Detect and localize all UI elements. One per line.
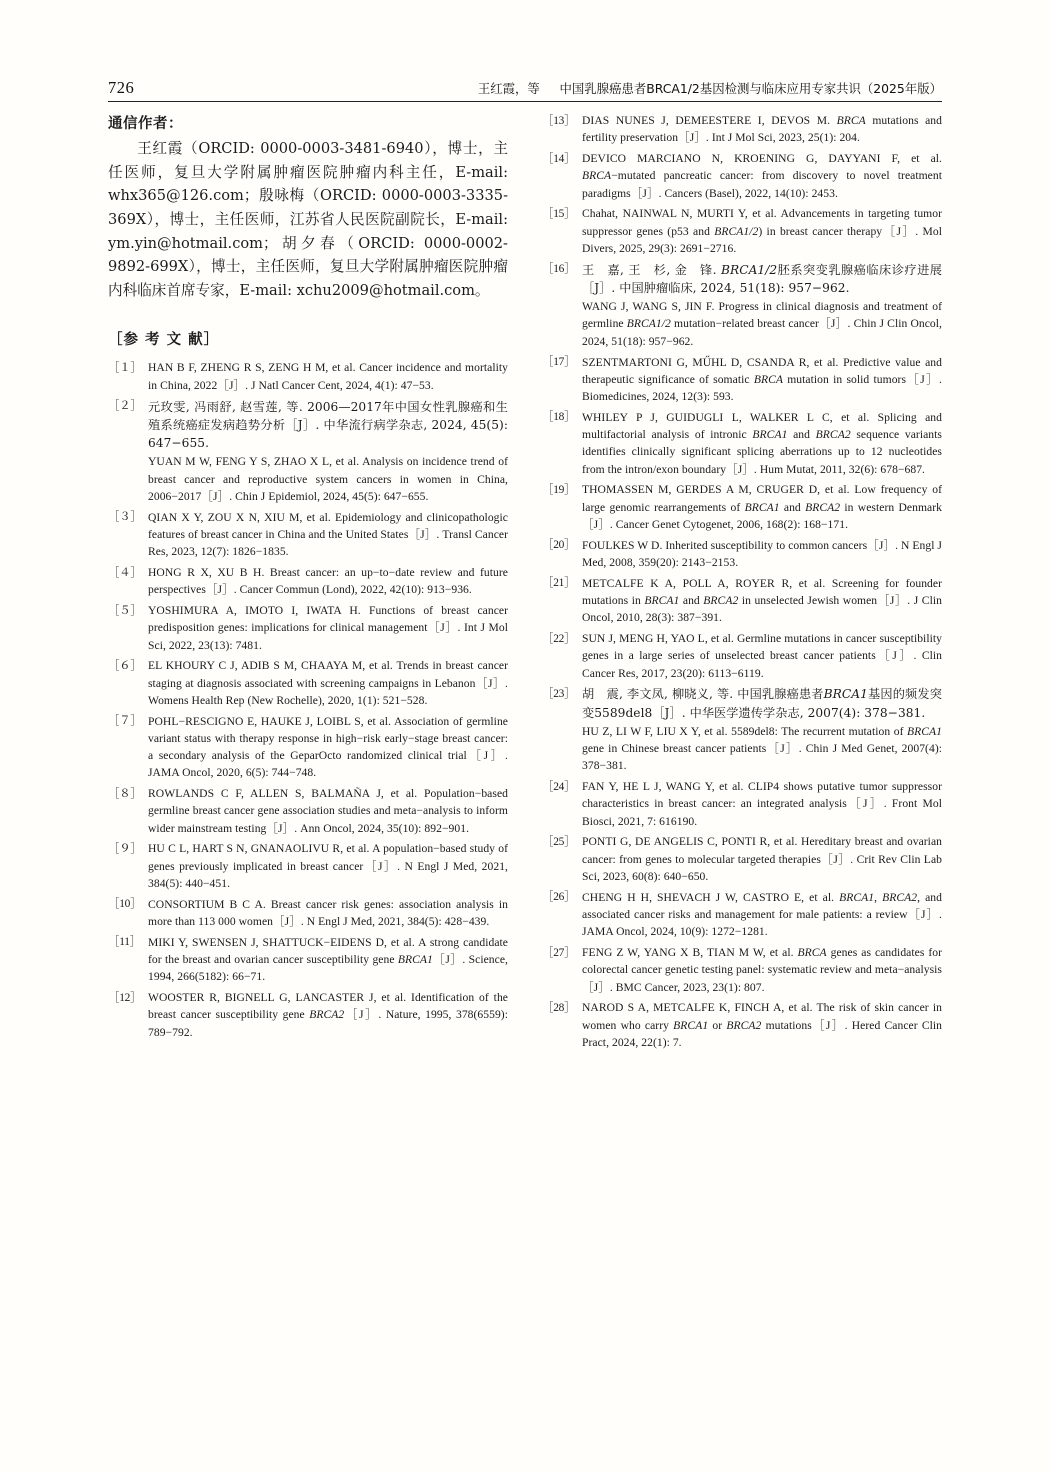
reference-text: FENG Z W, YANG X B, TIAN M W, et al. BRCA genes as candidates for colorectal cancer genetic testing panel: systematic review and meta−analysis［J］. BMC Cancer, 2023, 23(1): 807.: [582, 946, 943, 994]
reference-number: ［25］: [542, 835, 576, 848]
reference-entry: [108, 934, 508, 986]
reference-text: EL KHOURY C J, ADIB S M, CHAAYA M, et al. Trends in breast cancer staging at diagnosis associated with screening campaigns in Lebanon［J］. Womens Health Rep (New Rochelle), 2020, 1(1): 521−528.: [148, 659, 508, 707]
reference-entry: [108, 840, 508, 892]
reference-text: Chahat, NAINWAL N, MURTI Y, et al. Advancements in targeting tumor suppressor genes (p53 and BRCA1/2) in breast cancer therapy［J］. Mol Divers, 2025, 29(3): 2691−2716.: [582, 207, 943, 255]
reference-number: ［23］: [542, 687, 576, 700]
references-heading: ［参 考 文 献］: [108, 332, 220, 349]
running-title-authors: 王红霞，等: [477, 81, 540, 96]
reference-entry: [542, 889, 942, 941]
reference-text: 元玫雯, 冯雨舒, 赵雪莲, 等. 2006—2017年中国女性乳腺癌和生殖系统癌症发病趋势分析［J］. 中华流行病学杂志, 2024, 45(5): 647−655. YUAN M W, FENG Y S, ZHAO X L, et al. Analysis on incidence trend of breast cancer and reproductive system cancers in women in China, 2006−2017［J］. Chin J Epidemiol, 2024, 45(5): 647−655.: [148, 398, 508, 506]
reference-text-translation: HU Z, LI W F, LIU X Y, et al. 5589del8: The recurrent mutation of BRCA1 gene in Chinese breast cancer patients［J］. Chin J Med Genet, 2007(4): 378−381.: [582, 724, 942, 773]
reference-entry: [542, 261, 942, 350]
references-list-right: [542, 112, 942, 1051]
reference-entry: [542, 685, 942, 774]
reference-text: SZENTMARTONI G, MŰHL D, CSANDA R, et al. Predictive value and therapeutic significance of somatic BRCA mutation in solid tumors［J］. Biomedicines, 2024, 12(3): 593.: [582, 355, 942, 404]
reference-entry: [108, 657, 508, 709]
reference-number: ［４］: [108, 566, 142, 579]
reference-entry: [542, 205, 942, 257]
reference-number: ［12］: [108, 991, 142, 1004]
reference-text: CHENG H H, SHEVACH J W, CASTRO E, et al. BRCA1, BRCA2, and associated cancer risks and management for male patients: a review［J］. JAMA Oncol, 2024, 10(9): 1272−1281.: [582, 890, 942, 939]
reference-entry: [542, 778, 942, 830]
reference-text: METCALFE K A, POLL A, ROYER R, et al. Screening for founder mutations in BRCA1 and BRCA2 in unselected Jewish women［J］. J Clin Oncol, 2010, 28(3): 387−391.: [582, 576, 942, 625]
reference-entry: [108, 509, 508, 561]
reference-text: THOMASSEN M, GERDES A M, CRUGER D, et al. Low frequency of large genomic rearrangements of BRCA1 and BRCA2 in western Denmark［J］. Cancer Genet Cytogenet, 2006, 168(2): 168−171.: [582, 483, 942, 531]
reference-text: HU C L, HART S N, GNANAOLIVU R, et al. A population−based study of genes previously implicated in breast cancer［J］. N Engl J Med, 2021, 384(5): 440−451.: [148, 842, 508, 891]
reference-number: ［５］: [108, 604, 142, 617]
reference-number: ［18］: [542, 411, 576, 424]
left-column: [108, 112, 508, 1044]
header-divider: [108, 101, 942, 102]
reference-entry: [542, 537, 942, 572]
reference-text: POHL−RESCIGNO E, HAUKE J, LOIBL S, et al. Association of germline variant status with therapy response in high−risk early−stage breast cancer: a secondary analysis of the GeparOcto randomized clinical trial［J］. JAMA Oncol, 2020, 6(5): 744−748.: [148, 714, 508, 780]
reference-entry: [542, 944, 942, 996]
reference-text: NAROD S A, METCALFE K, FINCH A, et al. The risk of skin cancer in women who carry BRCA1 or BRCA2 mutations［J］. Hered Cancer Clin Pract, 2024, 22(1): 7.: [582, 1001, 942, 1049]
reference-text: HAN B F, ZHENG R S, ZENG H M, et al. Cancer incidence and mortality in China, 2022［J］. J Natl Cancer Cent, 2024, 4(1): 47−53.: [148, 361, 508, 392]
reference-number: ［24］: [542, 780, 576, 793]
reference-text: SUN J, MENG H, YAO L, et al. Germline mutations in cancer susceptibility genes in a large series of unselected breast cancer patients［J］. Clin Cancer Res, 2017, 23(20): 6113−6119.: [582, 632, 942, 680]
reference-entry: [542, 150, 942, 202]
reference-text: WHILEY P J, GUIDUGLI L, WALKER L C, et al. Splicing and multifactorial analysis of intronic BRCA1 and BRCA2 sequence variants identifies clinically significant splicing aberrations up to 12 nucleotides from the intron/exon boundary［J］. Hum Mutat, 2011, 32(6): 678−687.: [582, 410, 942, 476]
reference-number: ［７］: [108, 715, 142, 728]
reference-text: YOSHIMURA A, IMOTO I, IWATA H. Functions of breast cancer predisposition genes: implications for clinical management［J］. Int J Mol Sci, 2022, 23(13): 7481.: [148, 604, 508, 652]
reference-number: ［11］: [108, 936, 141, 949]
reference-entry: [542, 481, 942, 533]
running-title-text: 中国乳腺癌患者BRCA1/2基因检测与临床应用专家共识（2025年版）: [559, 81, 942, 96]
reference-number: ［26］: [542, 891, 576, 904]
reference-entry: [542, 630, 942, 682]
reference-number: ［22］: [542, 632, 576, 645]
reference-number: ［10］: [108, 898, 142, 911]
reference-text: 胡 震, 李文凤, 柳晓义, 等. 中国乳腺癌患者BRCA1基因的频发突变5589del8［J］. 中华医学遗传学杂志, 2007(4): 378−381. HU Z, LI W F, LIU X Y, et al. 5589del8: The recurrent mutation of BRCA1 gene in Chinese breast cancer patients［J］. Chin J Med Genet, 2007(4): 378−381.: [582, 685, 942, 774]
reference-text: DIAS NUNES J, DEMEESTERE I, DEVOS M. BRCA mutations and fertility preservation［J］. Int J Mol Sci, 2023, 25(1): 204.: [582, 114, 942, 145]
reference-number: ［15］: [542, 207, 576, 220]
reference-number: ［８］: [108, 787, 142, 800]
reference-text: FAN Y, HE L J, WANG Y, et al. CLIP4 shows putative tumor suppressor characteristics in breast cancer: an integrated analysis［J］. Front Mol Biosci, 2021, 7: 616190.: [582, 780, 942, 828]
reference-text: CONSORTIUM B C A. Breast cancer risk genes: association analysis in more than 113 000 women［J］. N Engl J Med, 2021, 384(5): 428−439.: [148, 897, 508, 929]
reference-entry: [108, 989, 508, 1041]
reference-number: ［20］: [542, 539, 576, 552]
page-number: 726: [108, 78, 135, 97]
reference-entry: [542, 833, 942, 885]
reference-number: ［14］: [542, 152, 576, 165]
right-column: [542, 112, 942, 1055]
reference-number: ［16］: [542, 263, 576, 276]
reference-text: 王 嘉, 王 杉, 金 锋. BRCA1/2胚系突变乳腺癌临床诊疗进展［J］. 中国肿瘤临床, 2024, 51(18): 957−962. WANG J, WANG S, JIN F. Progress in clinical diagnosis and treatment of germline BRCA1/2 mutation−related breast cancer［J］. Chin J Clin Oncol, 2024, 51(18): 957−962.: [582, 261, 942, 350]
reference-text-translation: YUAN M W, FENG Y S, ZHAO X L, et al. Analysis on incidence trend of breast cancer and reproductive system cancers in women in China, 2006−2017［J］. Chin J Epidemiol, 2024, 45(5): 647−655.: [148, 455, 508, 503]
running-title: [134, 79, 942, 97]
reference-entry: [108, 398, 508, 506]
reference-entry: [542, 112, 942, 147]
reference-number: ［19］: [542, 483, 576, 496]
reference-entry: [542, 354, 942, 406]
reference-entry: [542, 575, 942, 627]
reference-text: WOOSTER R, BIGNELL G, LANCASTER J, et al. Identification of the breast cancer susceptibility gene BRCA2［J］. Nature, 1995, 378(6559): 789−792.: [148, 991, 508, 1039]
corresponding-author-body: 王红霞（ORCID: 0000-0003-3481-6940），博士，主任医师，复旦大学附属肿瘤医院肿瘤内科主任，E-mail: whx365@126.com；殷咏梅（ORCID: 0000-0003-3335-369X），博士，主任医师，江苏省人民医院副院长，E-mail: ym.yin@hotmail.com；胡夕春（ORCID: 0000-0002-9892-699X），博士，主任医师，复旦大学附属肿瘤医院肿瘤内科临床首席专家，E-mail: xchu2009@hotmail.com。: [108, 140, 508, 299]
reference-text: ROWLANDS C F, ALLEN S, BALMAÑA J, et al. Population−based germline breast cancer gene association studies and meta−analysis to inform wider mainstream testing［J］. Ann Oncol, 2024, 35(10): 892−901.: [148, 787, 508, 835]
reference-text: FOULKES W D. Inherited susceptibility to common cancers［J］. N Engl J Med, 2008, 359(20): 2143−2153.: [582, 538, 942, 569]
corresponding-author-heading: 通信作者：: [108, 116, 183, 132]
reference-number: ［27］: [542, 946, 576, 959]
reference-number: ［13］: [542, 114, 576, 127]
page-header: [108, 78, 942, 98]
reference-text: PONTI G, DE ANGELIS C, PONTI R, et al. Hereditary breast and ovarian cancer: from genes to molecular targeted therapies［J］. Crit Rev Clin Lab Sci, 2023, 60(8): 640−650.: [582, 835, 942, 884]
reference-number: ［１］: [108, 361, 142, 374]
reference-entry: [108, 785, 508, 837]
reference-entry: [108, 896, 508, 931]
reference-number: ［28］: [542, 1001, 576, 1014]
reference-entry: [542, 409, 942, 478]
reference-entry: [542, 999, 942, 1051]
reference-number: ［９］: [108, 842, 142, 855]
reference-text: MIKI Y, SWENSEN J, SHATTUCK−EIDENS D, et al. A strong candidate for the breast and ovarian cancer susceptibility gene BRCA1［J］. Science, 1994, 266(5182): 66−71.: [148, 935, 508, 984]
reference-number: ［17］: [542, 356, 576, 369]
reference-entry: [108, 359, 508, 394]
reference-text-translation: WANG J, WANG S, JIN F. Progress in clinical diagnosis and treatment of germline BRCA1/2 mutation−related breast cancer［J］. Chin J Clin Oncol, 2024, 51(18): 957−962.: [582, 300, 942, 348]
references-list-left: [108, 359, 508, 1040]
reference-entry: [108, 602, 508, 654]
reference-number: ［21］: [542, 577, 576, 590]
reference-number: ［２］: [108, 400, 142, 413]
reference-number: ［３］: [108, 511, 142, 524]
reference-entry: [108, 564, 508, 599]
reference-text: QIAN X Y, ZOU X N, XIU M, et al. Epidemiology and clinicopathologic features of breast cancer in China and the United States［J］. Transl Cancer Res, 2023, 12(7): 1826−1835.: [148, 510, 508, 559]
reference-text: HONG R X, XU B H. Breast cancer: an up−to−date review and future perspectives［J］. Cancer Commun (Lond), 2022, 42(10): 913−936.: [148, 566, 508, 597]
reference-text: DEVICO MARCIANO N, KROENING G, DAYYANI F, et al. BRCA−mutated pancreatic cancer: from discovery to novel treatment paradigms［J］. Cancers (Basel), 2022, 14(10): 2453.: [582, 152, 942, 200]
reference-number: ［６］: [108, 659, 142, 672]
reference-entry: [108, 713, 508, 782]
